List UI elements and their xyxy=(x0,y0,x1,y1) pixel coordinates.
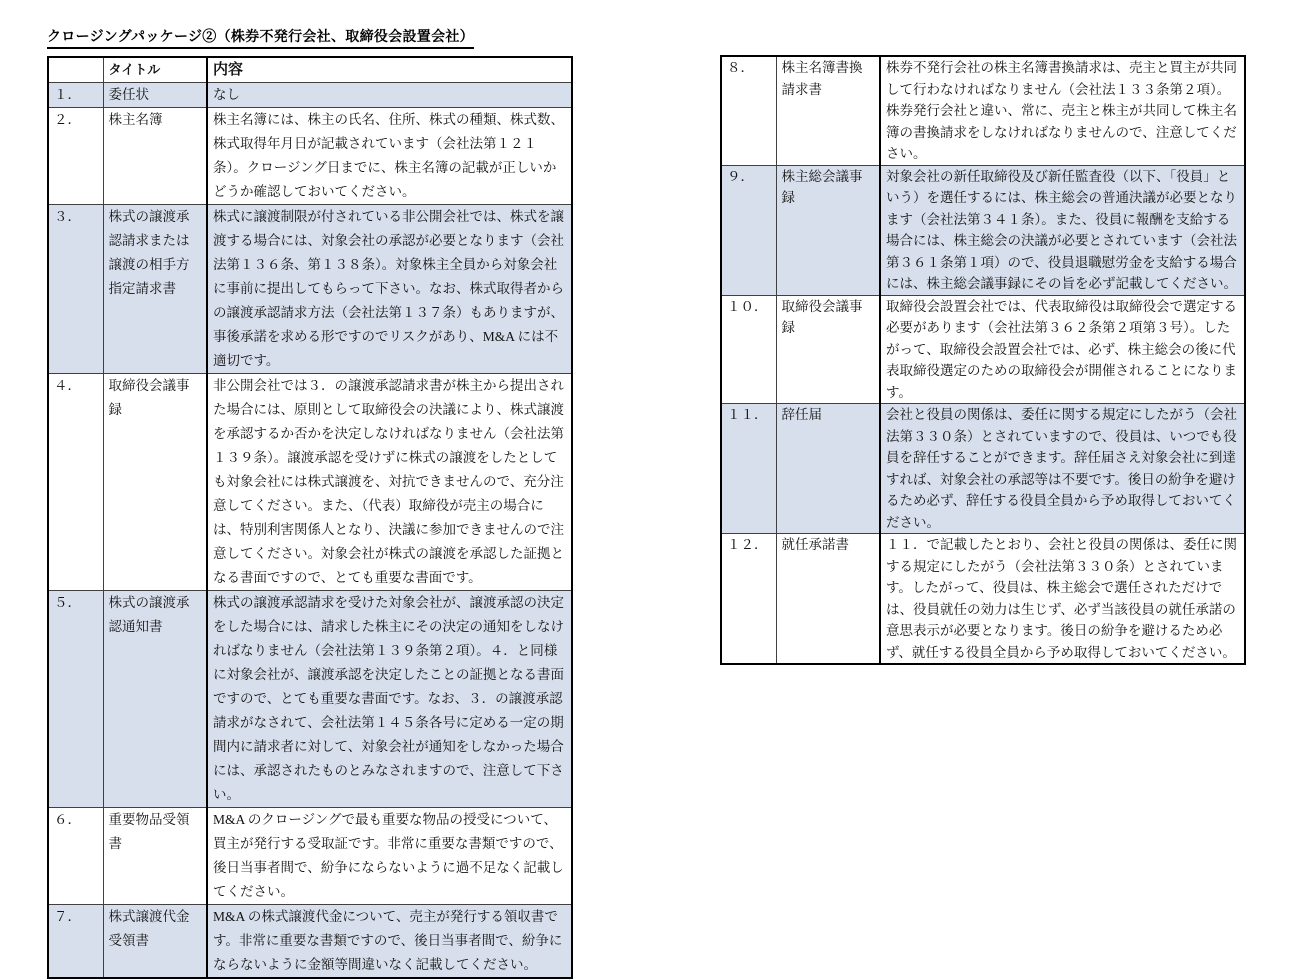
row-number-cell: １２． xyxy=(721,534,776,665)
table-header-row xyxy=(48,57,572,83)
row-title-cell: 株主総会議事録 xyxy=(776,165,880,295)
table-row xyxy=(48,108,572,205)
closing-package-table-right xyxy=(720,55,1246,665)
row-content-cell: 株式の譲渡承認請求を受けた対象会社が、譲渡承認の決定をした場合には、請求した株主にその決定の通知をしなければなりません（会社法第１３９条第２項）。４．と同様に対象会社が、譲渡承認を決定したことの証拠となる書面ですので、とても重要な書面です。なお、３．の譲渡承認請求がなされて、会社法第１４５条各号に定める一定の期間内に請求者に対して、対象会社が通知をしなかった場合には、承認されたものとみなされますので、注意して下さい。 xyxy=(207,591,572,808)
header-title-cell: タイトル xyxy=(103,57,207,83)
row-number-cell: ７． xyxy=(48,905,103,979)
row-title-cell: 辞任届 xyxy=(776,404,880,534)
row-content-cell: 会社と役員の関係は、委任に関する規定にしたがう（会社法第３３０条）とされていますので、役員は、いつでも役員を辞任することができます。辞任届さえ対象会社に到達すれば、対象会社の承認等は不要です。後日の紛争を避けるため必ず、辞任する役員全員から予め取得しておいてください。 xyxy=(880,404,1245,534)
row-title-cell: 株主名簿 xyxy=(103,108,207,205)
row-title-cell: 株主名簿書換請求書 xyxy=(776,56,880,165)
row-content-cell: M&A のクロージングで最も重要な物品の授受について、買主が発行する受取証です。非常に重要な書類ですので、後日当事者間で、紛争にならないように過不足なく記載してください。 xyxy=(207,808,572,905)
table-row xyxy=(721,534,1245,665)
row-content-cell: 非公開会社では３．の譲渡承認請求書が株主から提出された場合には、原則として取締役会の決議により、株式譲渡を承認するか否かを決定しなければなりません（会社法第１３９条）。譲渡承認を受けずに株式の譲渡をしたとしても対象会社には株式譲渡を、対抗できませんので、充分注意してください。また、（代表）取締役が売主の場合には、特別利害関係人となり、決議に参加できませんので注意してください。対象会社が株式の譲渡を承認した証拠となる書面ですので、とても重要な書面です。 xyxy=(207,374,572,591)
table-row xyxy=(721,404,1245,534)
row-number-cell: ２． xyxy=(48,108,103,205)
table-row xyxy=(48,905,572,979)
row-title-cell: 取締役会議事録 xyxy=(776,295,880,404)
row-content-cell: なし xyxy=(207,83,572,108)
left-page-pane xyxy=(47,26,573,979)
row-title-cell: 株式の譲渡承認通知書 xyxy=(103,591,207,808)
row-number-cell: ３． xyxy=(48,205,103,374)
table-row xyxy=(48,83,572,108)
right-page-pane xyxy=(720,55,1246,665)
row-content-cell: 株券不発行会社の株主名簿書換請求は、売主と買主が共同して行わなければなりません（会社法１３３条第２項）。株券発行会社と違い、常に、売主と株主が共同して株主名簿の書換請求をしなければなりませんので、注意してください。 xyxy=(880,56,1245,165)
row-content-cell: M&A の株式譲渡代金について、売主が発行する領収書です。非常に重要な書類ですので、後日当事者間で、紛争にならないように金額等間違いなく記載してください。 xyxy=(207,905,572,979)
row-number-cell: ６． xyxy=(48,808,103,905)
row-content-cell: 対象会社の新任取締役及び新任監査役（以下、「役員」という）を選任するには、株主総会の普通決議が必要となります（会社法第３４１条）。また、役員に報酬を支給する場合には、株主総会の決議が必要とされています（会社法第３６１条第１項）ので、役員退職慰労金を支給する場合には、株主総会議事録にその旨を必ず記載してください。 xyxy=(880,165,1245,295)
row-title-cell: 株式の譲渡承認請求または譲渡の相手方指定請求書 xyxy=(103,205,207,374)
row-content-cell: 株式に譲渡制限が付されている非公開会社では、株式を譲渡する場合には、対象会社の承認が必要となります（会社法第１３６条、第１３８条）。対象株主全員から対象会社に事前に提出してもらって下さい。なお、株式取得者からの譲渡承認請求方法（会社法第１３７条）もありますが、事後承諾を求める形ですのでリスクがあり、M&A には不適切です。 xyxy=(207,205,572,374)
closing-package-table-left xyxy=(47,56,573,979)
row-number-cell: ８． xyxy=(721,56,776,165)
row-title-cell: 取締役会議事録 xyxy=(103,374,207,591)
table-row xyxy=(48,591,572,808)
row-content-cell: 株主名簿には、株主の氏名、住所、株式の種類、株式数、株式取得年月日が記載されています（会社法第１２１条）。クロージング日までに、株主名簿の記載が正しいかどうか確認しておいてください。 xyxy=(207,108,572,205)
header-content-cell: 内容 xyxy=(207,57,572,83)
row-number-cell: １． xyxy=(48,83,103,108)
table-row xyxy=(721,295,1245,404)
row-number-cell: ９． xyxy=(721,165,776,295)
row-number-cell: ５． xyxy=(48,591,103,808)
table-row xyxy=(721,165,1245,295)
row-number-cell: １０． xyxy=(721,295,776,404)
row-number-cell: ４． xyxy=(48,374,103,591)
row-content-cell: 取締役会設置会社では、代表取締役は取締役会で選定する必要があります（会社法第３６２条第２項第３号）。したがって、取締役会設置会社では、必ず、株主総会の後に代表取締役選定のための取締役会が開催されることになります。 xyxy=(880,295,1245,404)
row-content-cell: １１．で記載したとおり、会社と役員の関係は、委任に関する規定にしたがう（会社法第３３０条）とされています。したがって、役員は、株主総会で選任されただけでは、役員就任の効力は生じず、必ず当該役員の就任承諾の意思表示が必要となります。後日の紛争を避けるため必ず、就任する役員全員から予め取得しておいてください。 xyxy=(880,534,1245,665)
header-empty-cell xyxy=(48,57,103,83)
table-row xyxy=(721,56,1245,165)
table-row xyxy=(48,205,572,374)
row-number-cell: １１． xyxy=(721,404,776,534)
page-title: クロージングパッケージ②（株券不発行会社、取締役会設置会社） xyxy=(47,26,474,49)
row-title-cell: 就任承諾書 xyxy=(776,534,880,665)
table-row xyxy=(48,374,572,591)
row-title-cell: 株式譲渡代金受領書 xyxy=(103,905,207,979)
row-title-cell: 重要物品受領書 xyxy=(103,808,207,905)
row-title-cell: 委任状 xyxy=(103,83,207,108)
table-row xyxy=(48,808,572,905)
